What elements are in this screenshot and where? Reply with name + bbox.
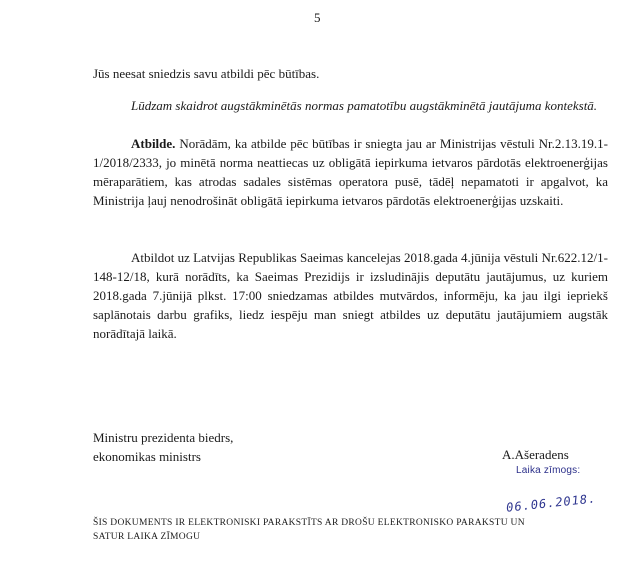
- signer-title: [93, 428, 233, 466]
- postponement-paragraph: Atbildot uz Latvijas Republikas Saeimas kancelejas 2018.gada 4.jūnija vēstuli Nr.622.12/1-148-12/18, kurā norādīts, ka Saeimas Prezidijs ir izsludinājis deputātu jautājumus, uz kuriem 2018.gada 7.jūnijā plkst. 17:00 sniedzamas atbildes mutvārdos, informēju, ka jau ilgi iepriekš saplānotais darbu grafiks, liedz iespēju man sniegt atbildes uz deputātu jautājumiem augstāk norādītajā laikā.: [93, 250, 608, 341]
- answer-status-text: Jūs neesat sniedzis savu atbildi pēc būtības.: [93, 66, 320, 81]
- answer-body: Norādām, ka atbilde pēc būtības ir sniegta jau ar Ministrijas vēstuli Nr.2.13.19.1-1/2018/2333, jo minētā norma neattiecas uz obligātā iepirkuma ietvaros pārdotās elektroenerģijas mēraparātiem, kas atrodas sadales sistēmas operatora pusē, tādēļ nepamatoti ir apgalvot, ka Ministrija ļauj nenodrošināt obligātā iepirkuma ietvaros pārdotās elektroenerģijas uzskaiti.: [93, 136, 608, 208]
- e-signature-notice: ŠIS DOKUMENTS IR ELEKTRONISKI PARAKSTĪTS AR DROŠU ELEKTRONISKO PARAKSTU UN SATUR LAIKA ZĪMOGU: [93, 518, 525, 542]
- timestamp-label: Laika zīmogs:: [516, 465, 581, 476]
- signer-title-line-2: ekonomikas ministrs: [93, 449, 201, 464]
- timestamp-date: 06.06.2018.: [505, 491, 597, 515]
- signer-title-line-1: Ministru prezidenta biedrs,: [93, 430, 234, 445]
- answer-label: Atbilde.: [131, 136, 176, 151]
- page-number: 5: [314, 10, 321, 25]
- answer-paragraph: [93, 134, 608, 210]
- signer-name: A.Ašeradens: [502, 447, 569, 462]
- question-text: Lūdzam skaidrot augstākminētās normas pamatotību augstākminētā jautājuma kontekstā.: [131, 98, 598, 113]
